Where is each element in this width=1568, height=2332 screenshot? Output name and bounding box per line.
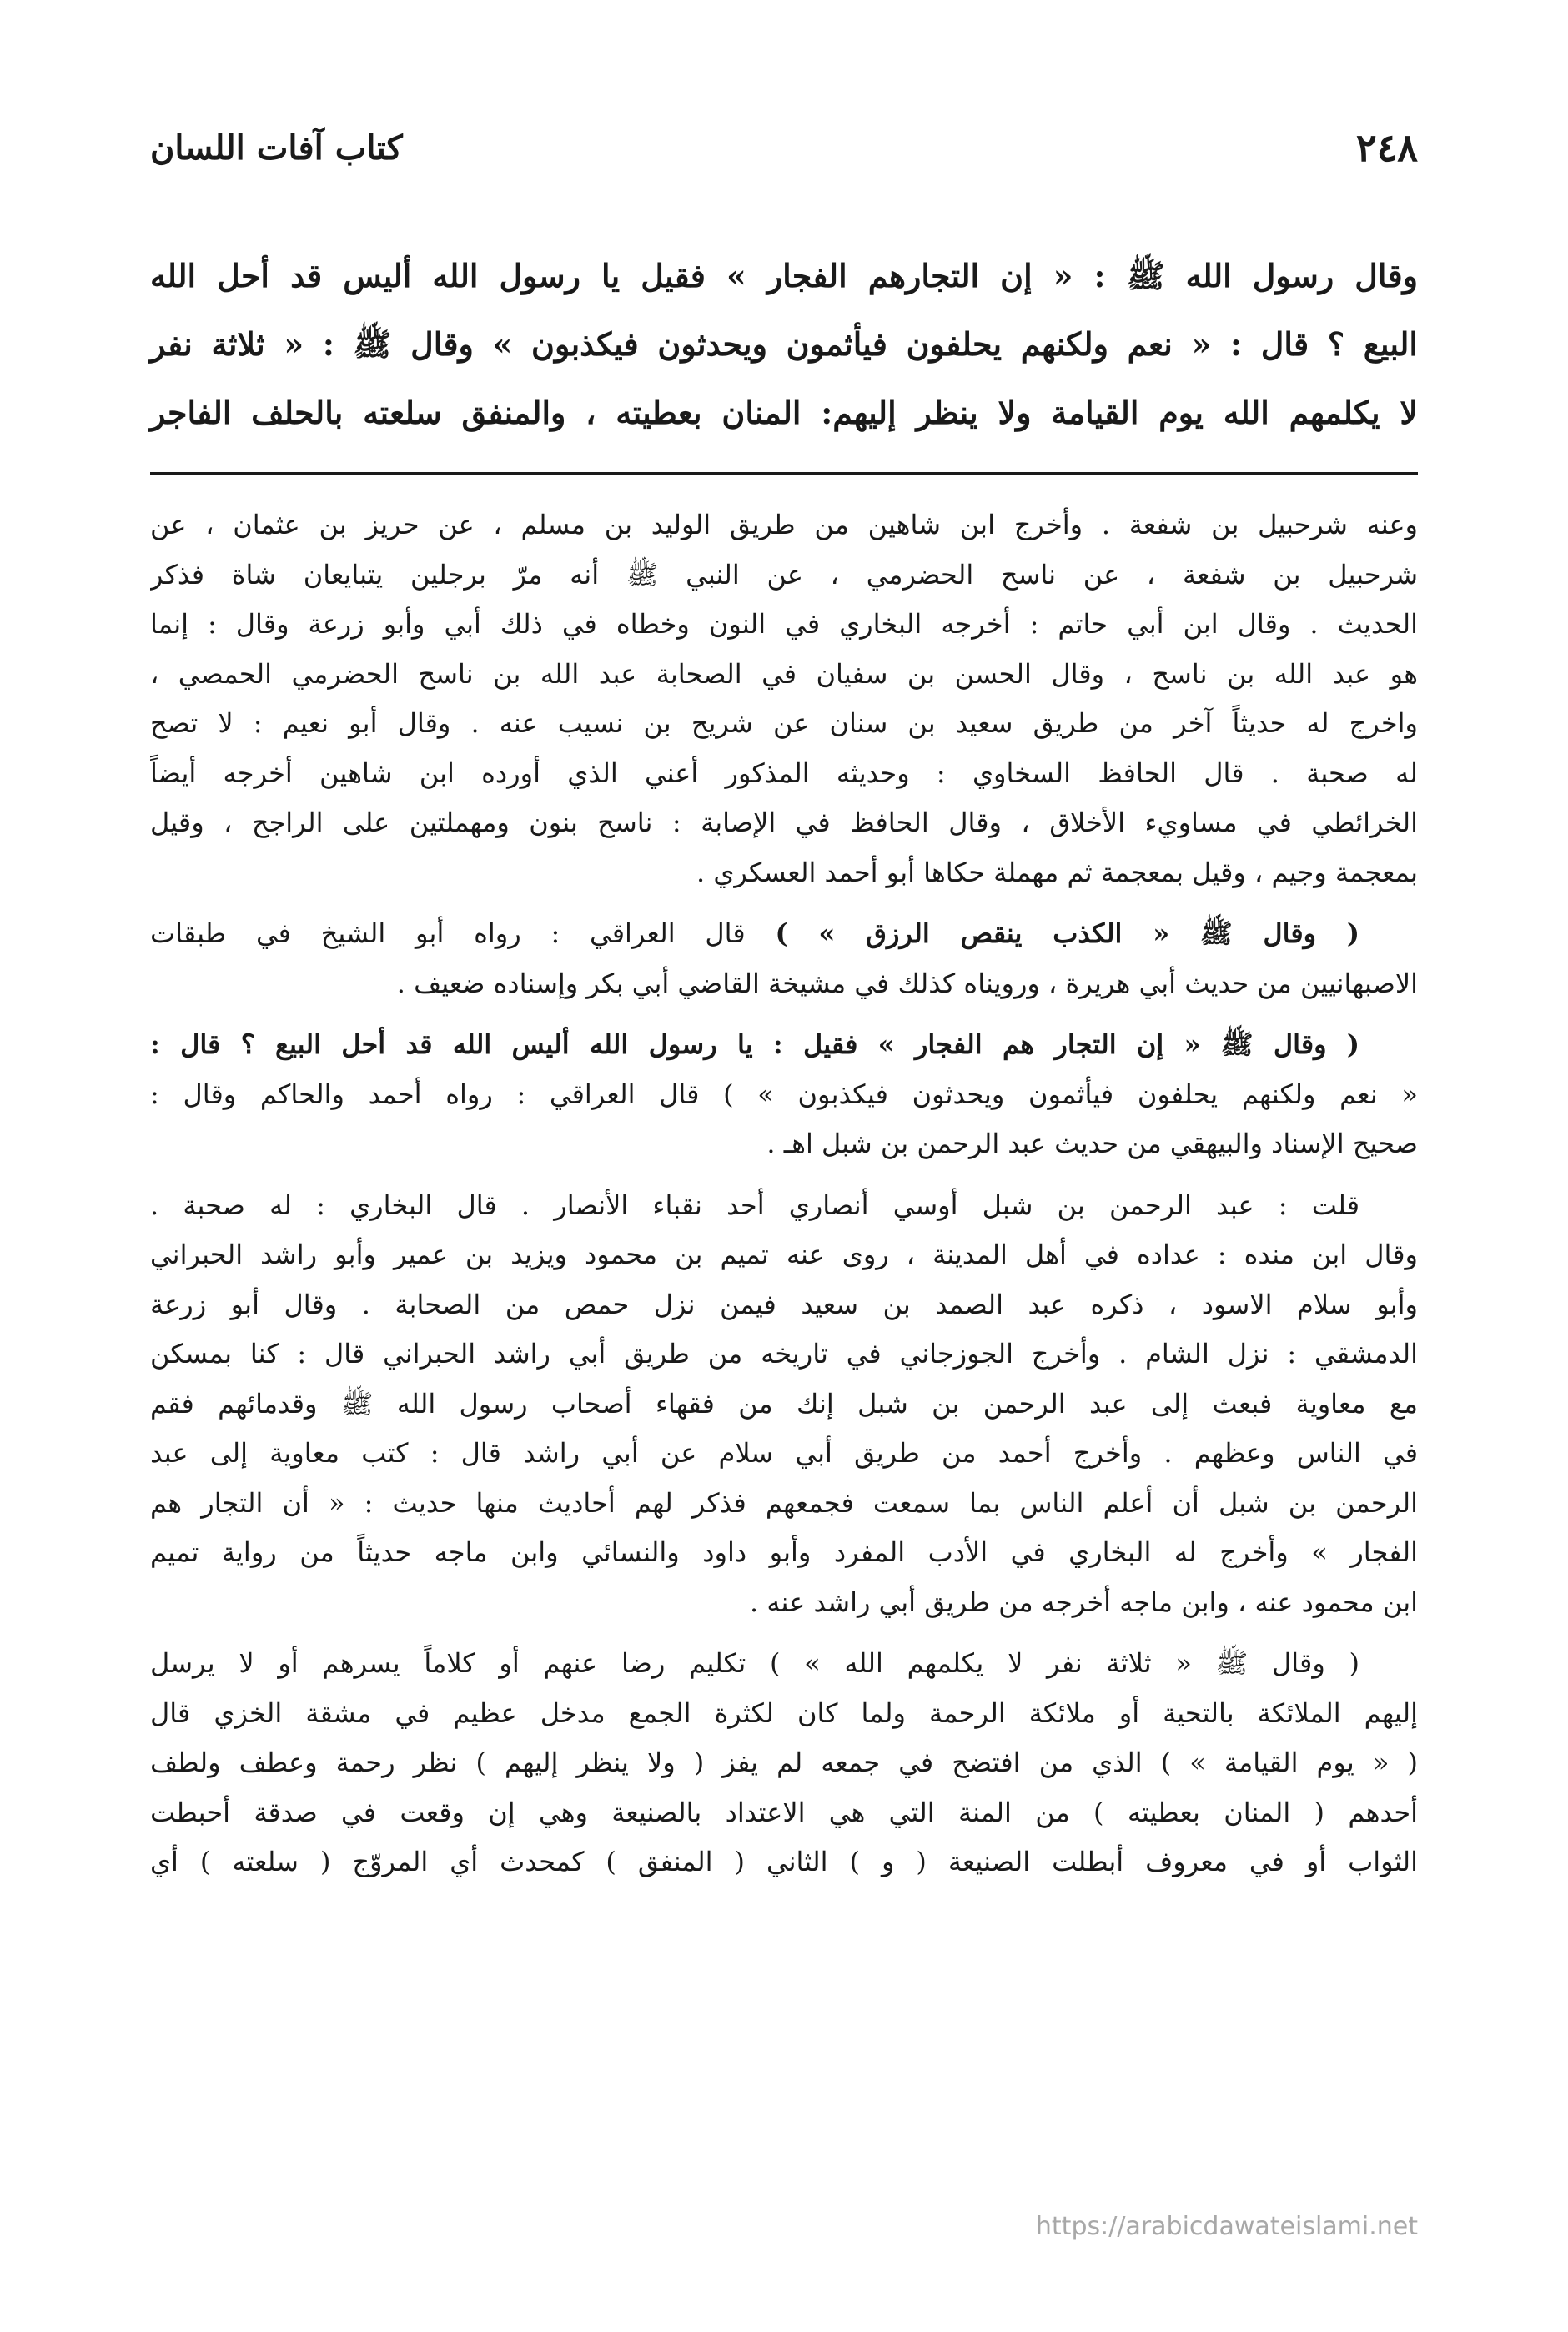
commentary-line: صحيح الإسناد والبيهقي من حديث عبد الرحمن بن شبل اهـ .: [766, 1128, 1418, 1159]
commentary-line: مع معاوية فبعث إلى عبد الرحمن بن شبل إنك من فقهاء أصحاب رسول الله ﷺ وقدمائهم فقم: [150, 1387, 1418, 1420]
commentary-line: ( « يوم القيامة » ) الذي من افتضح في جمعه لم يفز ( ولا ينظر إليهم ) نظر رحمة وعطف ولطف: [150, 1746, 1418, 1778]
commentary-line: وقال ابن منده : عداده في أهل المدينة ، روى عنه تميم بن محمود ويزيد بن عمير وأبو راشد الحبراني: [150, 1239, 1418, 1270]
main-text-line: لا يكلمهم الله يوم القيامة ولا ينظر إليهم: المنان بعطيته ، والمنفق سلعته بالحلف الفاجر: [150, 394, 1418, 431]
page-number: ٢٤٨: [1355, 125, 1418, 170]
commentary-paragraph: [150, 500, 1418, 897]
commentary-paragraph: [150, 909, 1418, 1008]
commentary-line: ابن محمود عنه ، وابن ماجه أخرجه من طريق أبي راشد عنه .: [750, 1586, 1418, 1618]
commentary-line: الثواب أو في معروف أبطلت الصنيعة ( و ) الثاني ( المنفق ) كمحدث أي المروّج ( سلعته ) أي: [150, 1846, 1418, 1877]
commentary-line: بمعجمة وجيم ، وقيل بمعجمة ثم مهملة حكاها أبو أحمد العسكري .: [696, 856, 1418, 888]
footnote-separator-rule: [150, 472, 1418, 475]
commentary-line: الحديث . وقال ابن أبي حاتم : أخرجه البخاري في النون وخطاه في ذلك أبي وأبو زرعة وقال : إنما: [150, 608, 1418, 640]
commentary-line: واخرج له حديثاً آخر من طريق سعيد بن سنان عن شريح بن نسيب عنه . وقال أبو نعيم : لا تصح: [150, 707, 1418, 739]
commentary-paragraph: [150, 1181, 1418, 1628]
commentary-line: الفجار » وأخرج له البخاري في الأدب المفرد وأبو داود والنسائي وابن ماجه حديثاً من رواية تميم: [150, 1536, 1418, 1568]
main-text-line: وقال رسول الله ﷺ : « إن التجارهم الفجار » فقيل يا رسول الله أليس قد أحل الله: [150, 257, 1418, 294]
commentary: [150, 500, 1418, 1899]
commentary-line: الخرائطي في مساويء الأخلاق ، وقال الحافظ في الإصابة : ناسح بنون ومهملتين على الراجح ، وقيل: [150, 807, 1418, 838]
commentary-line: الاصبهانيين من حديث أبي هريرة ، ورويناه كذلك في مشيخة القاضي أبي بكر وإسناده ضعيف .: [396, 967, 1418, 999]
commentary-line: إليهم الملائكة بالتحية أو ملائكة الرحمة ولما كان لكثرة الجمع مدخل عظيم في مشقة الخزي قال: [150, 1696, 1418, 1729]
book-title: كتاب آفات اللسان: [150, 128, 403, 168]
commentary-paragraph: [150, 1639, 1418, 1887]
commentary-line: الرحمن بن شبل أن أعلم الناس بما سمعت فجمعهم فذكر لهم أحاديث منها حديث : « أن التجار هم: [150, 1486, 1418, 1519]
commentary-line: [150, 909, 1418, 959]
commentary-line: قلت : عبد الرحمن بن شبل أوسي أنصاري أحد نقباء الأنصار . قال البخاري : له صحبة .: [150, 1189, 1359, 1221]
commentary-text: قال العراقي : رواه أبو الشيخ في طبقات: [150, 917, 776, 949]
commentary-line: في الناس وعظهم . وأخرج أحمد من طريق أبي سلام عن أبي راشد قال : كتب معاوية إلى عبد: [150, 1437, 1418, 1469]
running-head: [150, 125, 1418, 183]
watermark-url: https://arabicdawateislami.net: [1035, 2212, 1418, 2241]
commentary-line: له صحبة . قال الحافظ السخاوي : وحديثه المذكور أعني الذي أورده ابن شاهين أخرجه أيضاً: [150, 756, 1418, 789]
commentary-paragraph: [150, 1020, 1418, 1169]
commentary-line: ( وقال ﷺ « ثلاثة نفر لا يكلمهم الله » ) تكليم رضا عنهم أو كلاماً يسرهم أو لا يرسل: [150, 1647, 1359, 1679]
commentary-line: وعنه شرحبيل بن شفعة . وأخرج ابن شاهين من طريق الوليد بن مسلم ، عن حريز بن عثمان ، عن: [150, 509, 1418, 540]
main-text: [150, 242, 1418, 447]
commentary-line: « نعم ولكنهم يحلفون فيأثمون ويحدثون فيكذبون » ) قال العراقي : رواه أحمد والحاكم وقال :: [150, 1078, 1418, 1110]
commentary-line: الدمشقي : نزل الشام . وأخرج الجوزجاني في تاريخه من طريق أبي راشد الحبراني قال : كنا بمسكن: [150, 1338, 1418, 1370]
main-text-line: البيع ؟ قال : « نعم ولكنهم يحلفون فيأثمون ويحدثون فيكذبون » وقال ﷺ : « ثلاثة نفر: [150, 325, 1418, 363]
commentary-line: ( وقال ﷺ « إن التجار هم الفجار » فقيل : يا رسول الله أليس الله قد أحل البيع ؟ قال :: [150, 1028, 1360, 1060]
commentary-line: شرحبيل بن شفعة ، عن ناسح الحضرمي ، عن النبي ﷺ أنه مرّ برجلين يتبايعان شاة فذكر: [150, 558, 1418, 591]
commentary-line: أحدهم ( المنان بعطيته ) من المنة التي هي الاعتداد بالصنيعة وهي إن وقعت في صدقة أحبطت: [150, 1796, 1418, 1828]
commentary-line: وأبو سلام الاسود ، ذكره عبد الصمد بن سعيد فيمن نزل حمص من الصحابة . وقال أبو زرعة: [150, 1288, 1418, 1320]
quoted-hadith: ( وقال ﷺ « الكذب ينقص الرزق » ): [775, 917, 1360, 949]
commentary-line: هو عبد الله بن ناسح ، وقال الحسن بن سفيان في الصحابة عبد الله بن ناسح الحضرمي الحمصي ،: [150, 657, 1418, 690]
